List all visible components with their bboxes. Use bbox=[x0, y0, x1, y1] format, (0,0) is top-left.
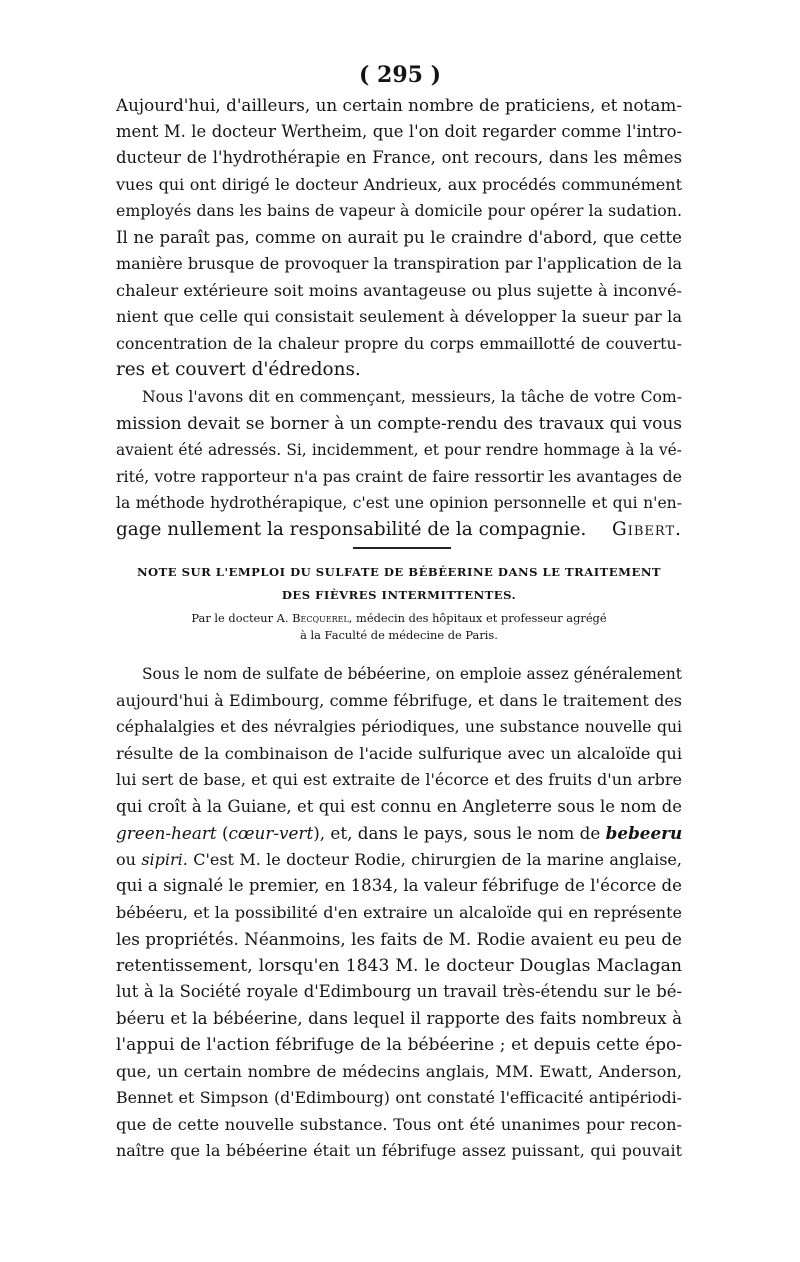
text-line: manière brusque de provoquer la transpiration par l'application de la bbox=[116, 254, 682, 273]
text-fragment: ), et, dans le pays, sous le nom de bbox=[313, 823, 606, 843]
signature: Gibert. bbox=[612, 518, 682, 540]
text-line: res et couvert d'édredons. bbox=[116, 359, 361, 380]
text-line: la méthode hydrothérapique, c'est une opinion personnelle et qui n'en- bbox=[116, 494, 682, 512]
page-number: ( 295 ) bbox=[358, 62, 442, 88]
article-body bbox=[116, 661, 682, 1165]
text-line: aujourd'hui à Edimbourg, comme fébrifuge, et dans le traitement des bbox=[116, 690, 682, 710]
text-line: gage nullement la responsabilité de la compagnie. bbox=[116, 518, 587, 540]
italic-term: green-heart bbox=[116, 823, 217, 843]
text-line: ducteur de l'hydrothérapie en France, ont recours, dans les mêmes bbox=[116, 148, 682, 167]
text-line: employés dans les bains de vapeur à domicile pour opérer la sudation. bbox=[116, 201, 682, 220]
author-prefix: Par le docteur A. bbox=[191, 611, 289, 625]
text-line: retentissement, lorsqu'en 1843 M. le docteur Douglas Maclagan bbox=[116, 955, 682, 976]
text-line: l'appui de l'action fébrifuge de la bébéerine ; et depuis cette épo- bbox=[116, 1035, 682, 1055]
text-fragment: C'est M. le docteur Rodie, chirurgien de la marine anglaise, bbox=[187, 849, 682, 869]
text-fragment: ( bbox=[216, 823, 229, 843]
article-title-continued: DES FIÈVRES INTERMITTENTES. bbox=[281, 588, 517, 602]
text-line: lui sert de base, et qui est extraite de l'écorce et des fruits d'un arbre bbox=[116, 770, 682, 789]
section-divider bbox=[353, 547, 451, 549]
report-continuation bbox=[116, 92, 682, 384]
text-line: que de cette nouvelle substance. Tous ont été unanimes pour recon- bbox=[116, 1114, 682, 1134]
text-line: Bennet et Simpson (d'Edimbourg) ont constaté l'efficacité antipériodi- bbox=[116, 1088, 682, 1107]
italic-term: cœur-vert bbox=[228, 823, 314, 843]
text-line: mission devait se borner à un compte-rendu des travaux qui vous bbox=[116, 413, 682, 434]
text-line: Il ne paraît pas, comme on aurait pu le craindre d'abord, que cette bbox=[116, 227, 682, 247]
author-suffix: , médecin des hôpitaux et professeur agrégé bbox=[348, 611, 607, 625]
final-line-with-signature bbox=[116, 517, 682, 544]
text-line: rité, votre rapporteur n'a pas craint de faire ressortir les avantages de bbox=[116, 466, 682, 486]
text-line: Nous l'avons dit en commençant, messieurs, la tâche de votre Com- bbox=[142, 388, 682, 406]
text-line: ment M. le docteur Wertheim, que l'on doit regarder comme l'intro- bbox=[116, 121, 682, 141]
text-line: Sous le nom de sulfate de bébéerine, on emploie assez généralement bbox=[142, 665, 682, 683]
text-line: que, un certain nombre de médecins anglais, MM. Ewatt, Anderson, bbox=[116, 1061, 682, 1081]
author-line bbox=[116, 610, 682, 627]
text-line: les propriétés. Néanmoins, les faits de M. Rodie avaient eu peu de bbox=[116, 929, 682, 949]
text-line: résulte de la combinaison de l'acide sulfurique avec un alcaloïde qui bbox=[116, 743, 682, 763]
italic-term: bebeeru bbox=[605, 823, 683, 843]
author-affiliation: à la Faculté de médecine de Paris. bbox=[300, 627, 498, 642]
article-title: NOTE SUR L'EMPLOI DU SULFATE DE BÉBÉERINE DANS LE TRAITEMENT bbox=[136, 565, 662, 579]
text-line: nient que celle qui consistait seulement à développer la sueur par la bbox=[116, 307, 682, 326]
text-line: qui a signalé le premier, en 1834, la valeur fébrifuge de l'écorce de bbox=[116, 876, 682, 895]
article-heading bbox=[116, 560, 682, 643]
author-name: Becquerel bbox=[292, 611, 349, 625]
text-line: béeru et la bébéerine, dans lequel il rapporte des faits nombreux à bbox=[116, 1008, 682, 1028]
text-fragment: ou bbox=[116, 849, 142, 869]
text-line: Aujourd'hui, d'ailleurs, un certain nombre de praticiens, et notam- bbox=[116, 95, 682, 115]
text-line: céphalalgies et des névralgies périodiques, une substance nouvelle qui bbox=[116, 718, 682, 736]
italic-term: sipiri. bbox=[141, 849, 188, 869]
text-line: avaient été adressés. Si, incidemment, et pour rendre hommage à la vé- bbox=[116, 441, 682, 459]
text-line: bébéeru, et la possibilité d'en extraire un alcaloïde qui en représente bbox=[116, 902, 682, 922]
text-line: naître que la bébéerine était un fébrifuge assez puissant, qui pouvait bbox=[116, 1141, 682, 1160]
text-line: chaleur extérieure soit moins avantageuse ou plus sujette à inconvé- bbox=[116, 280, 682, 300]
text-line: lut à la Société royale d'Edimbourg un travail très-étendu sur le bé- bbox=[116, 982, 682, 1001]
text-line: vues qui ont dirigé le docteur Andrieux, aux procédés communément bbox=[116, 174, 682, 194]
text-line: qui croît à la Guiane, et qui est connu en Angleterre sous le nom de bbox=[116, 796, 682, 816]
text-line-italic-terms bbox=[116, 820, 682, 847]
text-line-italic-terms bbox=[116, 847, 682, 874]
report-closing bbox=[116, 384, 682, 543]
text-line: concentration de la chaleur propre du corps emmaillotté de couvertu- bbox=[116, 333, 682, 353]
